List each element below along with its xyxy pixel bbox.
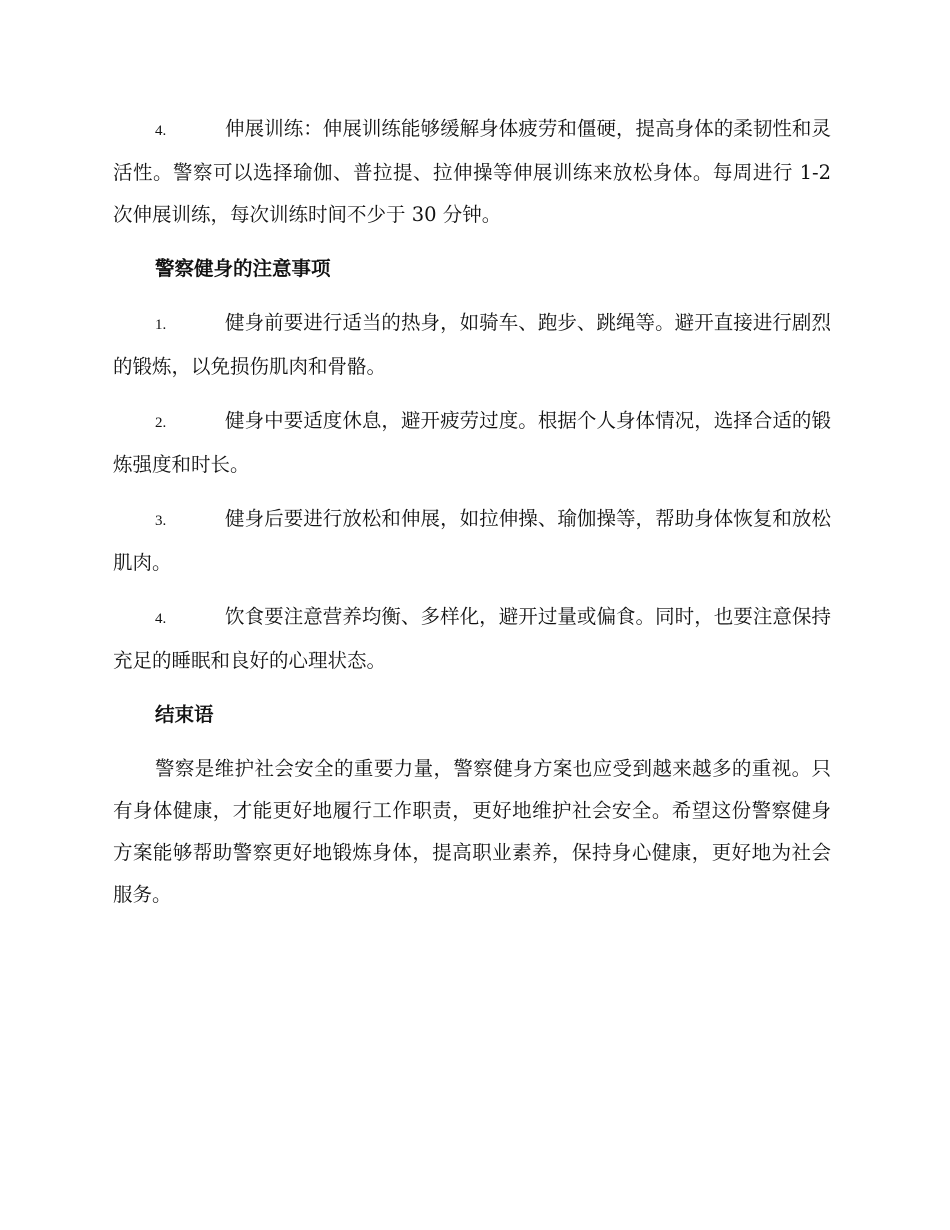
- list-item-precaution-4: [113, 596, 831, 682]
- list-number: 4.: [155, 123, 167, 139]
- section-heading-conclusion: 结束语: [155, 703, 214, 726]
- list-item-text: 健身中要适度休息，避开疲劳过度。根据个人身体情况，选择合适的锻炼强度和时长。: [113, 409, 831, 476]
- list-item-stretch-training: [113, 108, 831, 236]
- list-item-text: 伸展训练：伸展训练能够缓解身体疲劳和僵硬，提高身体的柔韧性和灵活性。警察可以选择瑜伽、普拉提、拉伸操等伸展训练来放松身体。每周进行 1-2 次伸展训练，每次训练时间不少于 30 分钟。: [113, 117, 831, 226]
- section-heading-precautions: 警察健身的注意事项: [155, 257, 331, 280]
- list-item-precaution-2: [113, 400, 831, 486]
- list-number: 4.: [155, 611, 167, 627]
- document-content: [113, 108, 831, 928]
- list-item-text: 健身后要进行放松和伸展，如拉伸操、瑜伽操等，帮助身体恢复和放松肌肉。: [113, 507, 831, 574]
- list-number: 3.: [155, 513, 167, 529]
- list-item-precaution-1: [113, 302, 831, 388]
- list-item-precaution-3: [113, 498, 831, 584]
- list-number: 2.: [155, 415, 167, 431]
- list-item-text: 饮食要注意营养均衡、多样化，避开过量或偏食。同时，也要注意保持充足的睡眠和良好的心理状态。: [113, 605, 831, 672]
- conclusion-paragraph: 警察是维护社会安全的重要力量，警察健身方案也应受到越来越多的重视。只有身体健康，才能更好地履行工作职责，更好地维护社会安全。希望这份警察健身方案能够帮助警察更好地锻炼身体，提高职业素养，保持身心健康，更好地为社会服务。: [113, 757, 831, 906]
- list-number: 1.: [155, 317, 167, 333]
- list-item-text: 健身前要进行适当的热身，如骑车、跑步、跳绳等。避开直接进行剧烈的锻炼，以免损伤肌肉和骨骼。: [113, 311, 831, 378]
